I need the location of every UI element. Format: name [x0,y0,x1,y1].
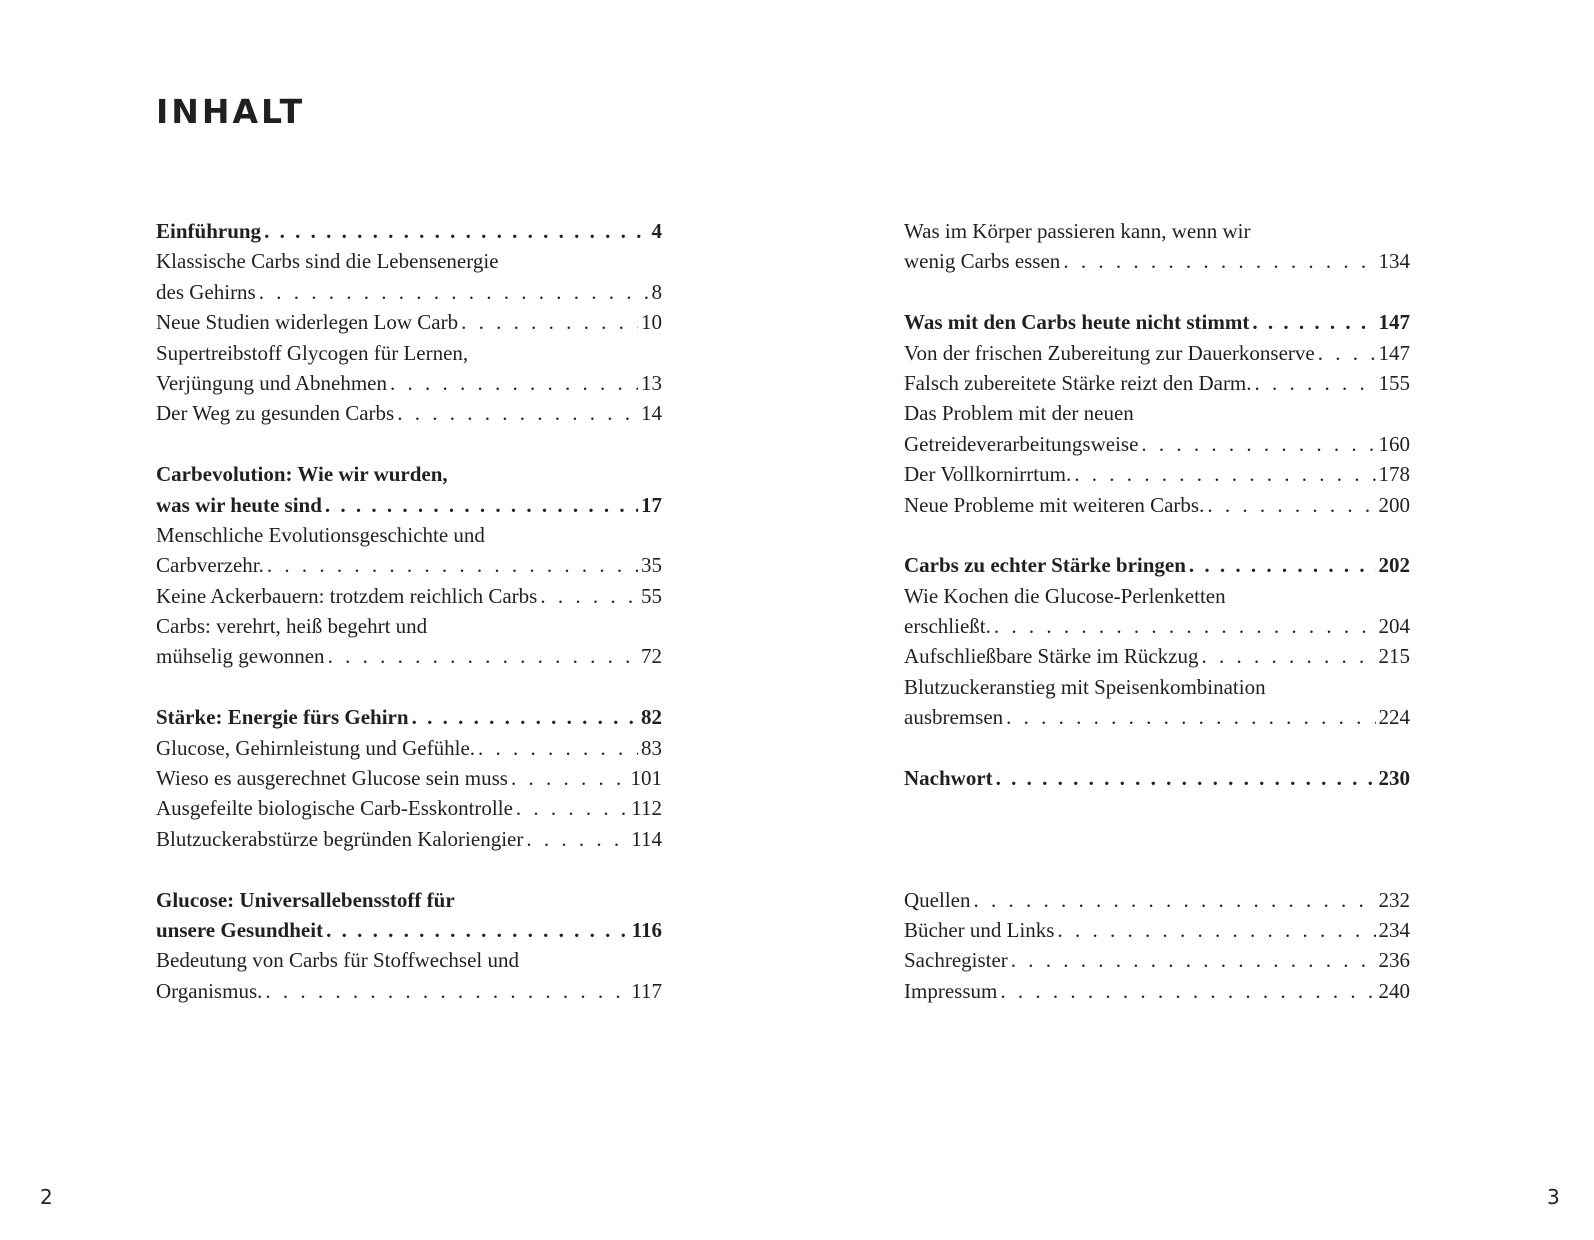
toc-entry-title: Einführung [156,219,262,243]
toc-entry-title: mühselig gewonnen [156,644,325,669]
dot-leader [1000,976,1375,1006]
toc-entry-title: Carbs: verehrt, heiß begehrt und [156,614,428,639]
dot-leader [1318,338,1376,368]
toc-entry-title: Keine Ackerbauern: trotzdem reichlich Carbs [156,583,538,608]
toc-page-number: 240 [1378,978,1410,1003]
toc-entry [156,945,662,975]
toc-entry [904,945,1410,975]
toc-chapter-entry [156,915,662,945]
toc-entry-title: erschließt. [904,614,991,639]
toc-entry [156,641,662,671]
toc-entry-title: Der Vollkornirrtum. [904,462,1072,487]
toc-entry-title: Menschliche Evolutionsgeschichte und [156,522,485,547]
toc-entry-title: Ausgefeilte biologische Carb-Esskontrolle [156,796,513,821]
dot-leader [526,824,628,854]
toc-entry-title: wenig Carbs essen [904,249,1061,274]
toc-entry [904,976,1410,1006]
dot-leader [1011,945,1376,975]
toc-entry [156,368,662,398]
toc-entry [156,824,662,854]
toc-entry [904,398,1410,428]
toc-entry-title: Bücher und Links [904,917,1055,942]
toc-entry-title: Neue Studien widerlegen Low Carb [156,310,459,335]
toc-entry-title: Carbverzehr. [156,553,264,578]
toc-right-column [904,216,1410,1006]
toc-entry [904,611,1410,641]
toc-entry [904,338,1410,368]
toc-entry [156,581,662,611]
toc-page-number: 236 [1378,948,1410,973]
toc-entry [156,976,662,1006]
dot-leader [390,368,638,398]
toc-entry [904,581,1410,611]
toc-entry [904,702,1410,732]
toc-entry-title: Getreideverarbeitungsweise [904,431,1139,456]
toc-entry [156,277,662,307]
toc-page-number: 10 [641,310,662,335]
dot-leader [1057,915,1375,945]
dot-leader [265,976,628,1006]
toc-entry [904,216,1410,246]
toc-page-number: 17 [641,492,662,517]
toc-chapter-entry [156,885,662,915]
toc-page-number: 232 [1378,887,1410,912]
toc-entry [156,398,662,428]
toc-entry-title: unsere Gesundheit [156,917,324,942]
toc-entry [904,490,1410,520]
toc-spacer [904,824,1410,854]
dot-leader [1202,641,1376,671]
toc-entry-title: Verjüngung und Abnehmen [156,370,387,395]
toc-page-number: 147 [1378,310,1410,335]
toc-entry-title: Neue Probleme mit weiteren Carbs. [904,492,1205,517]
toc-entry-title: Der Weg zu gesunden Carbs [156,401,395,426]
toc-page-number: 35 [641,553,662,578]
dot-leader [397,398,638,428]
toc-page-number: 155 [1378,370,1410,395]
toc-entry-title: Glucose: Universallebensstoff für [156,887,455,912]
toc-page-number: 160 [1378,431,1410,456]
toc-entry-title: Glucose, Gehirnleistung und Gefühle. [156,735,476,760]
toc-entry-title: Supertreibstoff Glycogen für Lernen, [156,340,469,365]
toc-page-number: 72 [641,644,662,669]
toc-spacer [904,520,1410,550]
dot-leader [540,581,638,611]
toc-entry [156,611,662,641]
dot-leader [1189,550,1376,580]
toc-entry-title: Stärke: Energie fürs Gehirn [156,705,409,730]
dot-leader [1006,702,1375,732]
dot-leader [516,793,628,823]
toc-entry-title: Blutzuckeranstieg mit Speisenkombination [904,674,1266,699]
toc-page-number: 117 [631,978,662,1003]
toc-page-number: 82 [641,705,662,730]
dot-leader [1255,368,1376,398]
toc-spacer [904,793,1410,823]
toc-entry-title: Aufschließbare Stärke im Rückzug [904,644,1199,669]
toc-entry-title: Carbs zu echter Stärke bringen [904,553,1186,578]
toc-entry-title: Organismus. [156,978,263,1003]
dot-leader [325,490,638,520]
toc-page-number: 116 [631,917,662,942]
page-number-right: 3 [1547,1185,1560,1209]
toc-entry-title: Nachwort [904,766,993,791]
toc-entry-title: Von der frischen Zubereitung zur Dauerkonserve [904,340,1315,365]
dot-leader [1252,307,1375,337]
toc-page-number: 8 [651,279,662,304]
dot-leader [478,733,638,763]
toc-chapter-entry [156,490,662,520]
toc-entry [904,641,1410,671]
toc-entry [904,429,1410,459]
toc-entry [904,885,1410,915]
toc-chapter-entry [904,763,1410,793]
toc-page-number: 200 [1378,492,1410,517]
dot-leader [326,915,629,945]
toc-chapter-entry [156,216,662,246]
toc-entry-title: Wie Kochen die Glucose-Perlenketten [904,583,1226,608]
toc-entry-title: Klassische Carbs sind die Lebensenergie [156,249,499,274]
toc-page-number: 224 [1378,705,1410,730]
toc-entry [156,763,662,793]
toc-spacer [904,733,1410,763]
toc-page-number: 147 [1378,340,1410,365]
toc-page-number: 230 [1378,766,1410,791]
toc-chapter-entry [156,702,662,732]
toc-page-number: 14 [641,401,662,426]
toc-entry [904,915,1410,945]
toc-spacer [156,672,662,702]
dot-leader [973,885,1375,915]
toc-chapter-entry [156,459,662,489]
toc-chapter-entry [904,550,1410,580]
toc-page-number: 178 [1378,462,1410,487]
toc-page-number: 114 [631,826,662,851]
toc-entry [156,307,662,337]
toc-page-number: 112 [631,796,662,821]
toc-entry [904,672,1410,702]
toc-spacer [904,277,1410,307]
toc-entry [156,338,662,368]
toc-page-number: 234 [1378,917,1410,942]
toc-entry-title: des Gehirns [156,279,256,304]
dot-leader [1063,246,1375,276]
toc-page-number: 202 [1378,553,1410,578]
toc-entry-title: Das Problem mit der neuen [904,401,1134,426]
toc-entry [904,246,1410,276]
dot-leader [461,307,638,337]
dot-leader [264,216,648,246]
toc-page-number: 204 [1378,614,1410,639]
toc-page-number: 134 [1378,249,1410,274]
toc-left-column [156,216,662,1006]
toc-entry-title: ausbremsen [904,705,1004,730]
dot-leader [1207,490,1375,520]
toc-spacer [156,854,662,884]
toc-entry-title: Bedeutung von Carbs für Stoffwechsel und [156,948,519,973]
toc-entry [156,793,662,823]
toc-page-number: 101 [630,766,662,791]
dot-leader [994,611,1376,641]
toc-entry-title: Carbevolution: Wie wir wurden, [156,462,448,487]
toc-entry [156,733,662,763]
dot-leader [1074,459,1375,489]
toc-entry-title: Quellen [904,887,971,912]
toc-entry-title: Wieso es ausgerechnet Glucose sein muss [156,766,508,791]
toc-page-number: 4 [651,219,662,243]
dot-leader [412,702,638,732]
toc-page-number: 215 [1378,644,1410,669]
toc-entry [904,459,1410,489]
dot-leader [267,550,638,580]
dot-leader [328,641,638,671]
toc-entry-title: Was im Körper passieren kann, wenn wir [904,219,1251,243]
toc-page-number: 83 [641,735,662,760]
toc-entry-title: Was mit den Carbs heute nicht stimmt [904,310,1250,335]
page-title: INHALT [156,92,306,131]
toc-chapter-entry [904,307,1410,337]
dot-leader [259,277,649,307]
dot-leader [511,763,628,793]
toc-entry [156,246,662,276]
toc-entry [904,368,1410,398]
dot-leader [996,763,1376,793]
page-number-left: 2 [40,1185,53,1209]
toc-entry-title: Blutzuckerabstürze begründen Kaloriengier [156,826,524,851]
toc-entry-title: Falsch zubereitete Stärke reizt den Darm. [904,370,1252,395]
dot-leader [1141,429,1375,459]
toc-entry-title: was wir heute sind [156,492,322,517]
toc-spacer [904,854,1410,884]
toc-page-number: 55 [641,583,662,608]
toc-entry-title: Sachregister [904,948,1008,973]
toc-entry-title: Impressum [904,978,998,1003]
toc-spacer [156,429,662,459]
toc-page-number: 13 [641,370,662,395]
toc-entry [156,550,662,580]
toc-entry [156,520,662,550]
